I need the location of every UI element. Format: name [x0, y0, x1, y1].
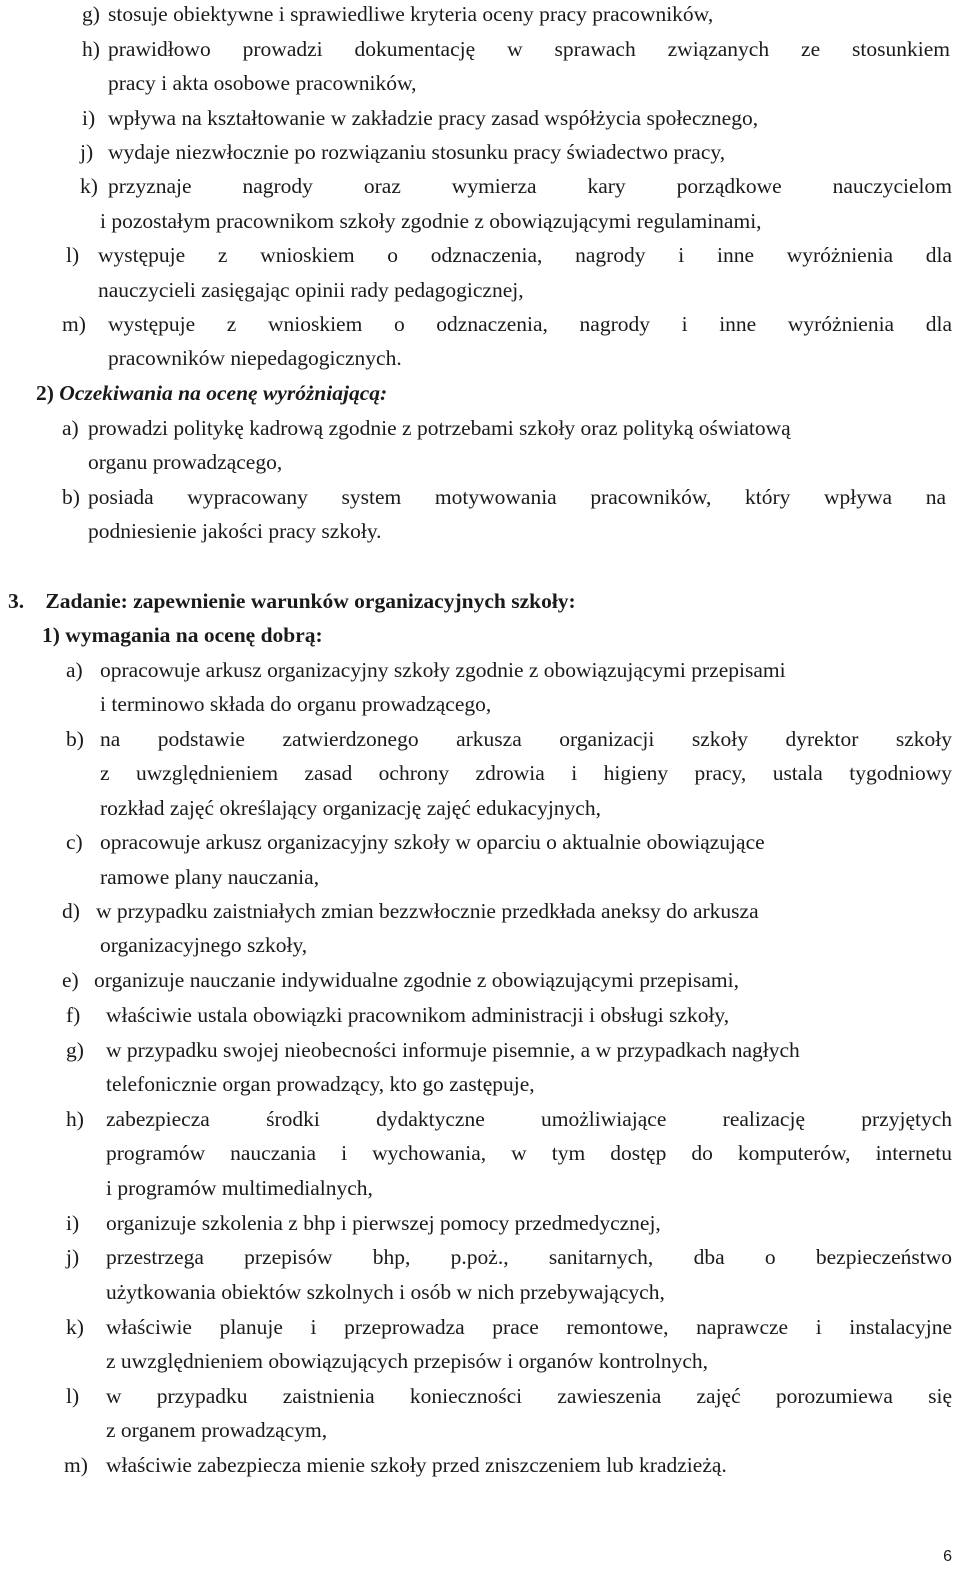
list-item-text: właściwie ustala obowiązki pracownikom administracji i obsługi szkoły,	[106, 1003, 730, 1027]
list-item	[0, 1317, 952, 1339]
list-item	[0, 1247, 952, 1269]
list-item-text: prawidłowo prowadzi dokumentację w sprawach związanych ze stosunkiem	[108, 37, 950, 61]
list-item-text: posiada wypracowany system motywowania pracowników, który wpływa na	[88, 485, 946, 509]
list-item-text: zabezpiecza środki dydaktyczne umożliwiające realizację przyjętych	[106, 1107, 952, 1131]
list-item-text: prowadzi politykę kadrową zgodnie z potrzebami szkoły oraz polityką oświatową	[88, 416, 791, 440]
list-item	[0, 487, 946, 509]
list-item-label: h)	[82, 37, 100, 61]
sub-heading-number: 1)	[42, 623, 60, 647]
list-item-continuation: rozkład zajęć określający organizację zajęć edukacyjnych,	[100, 796, 601, 820]
list-item-continuation: i programów multimedialnych,	[106, 1176, 373, 1200]
sub-heading-expectations	[36, 383, 387, 405]
list-item-text: przestrzega przepisów bhp, p.poż., sanitarnych, dba o bezpieczeństwo	[106, 1245, 952, 1269]
list-item	[0, 108, 758, 130]
list-item-label: c)	[66, 830, 83, 854]
list-item-text: właściwie planuje i przeprowadza prace remontowe, naprawcze i instalacyjne	[106, 1315, 952, 1339]
list-item-continuation: użytkowania obiektów szkolnych i osób w nich przebywających,	[106, 1280, 665, 1304]
list-item-text: w przypadku zaistnienia konieczności zawieszenia zajęć porozumiewa się	[106, 1384, 952, 1408]
list-item-label: a)	[66, 658, 83, 682]
list-item	[0, 1213, 661, 1235]
list-item-continuation: pracowników niepedagogicznych.	[108, 346, 402, 370]
list-item-continuation: nauczycieli zasięgając opinii rady pedagogicznej,	[98, 278, 524, 302]
list-item	[0, 39, 950, 61]
list-item-continuation: z organem prowadzącym,	[106, 1418, 328, 1442]
list-item-text: przyznaje nagrody oraz wymierza kary porządkowe nauczycielom	[108, 174, 952, 198]
section-heading-number: 3.	[8, 589, 25, 613]
list-item-continuation: pracy i akta osobowe pracowników,	[108, 71, 417, 95]
list-item-text: w przypadku swojej nieobecności informuje pisemnie, a w przypadkach nagłych	[106, 1038, 800, 1062]
list-item-label: a)	[62, 416, 79, 440]
sub-heading-number: 2)	[36, 381, 54, 405]
list-item	[0, 729, 952, 751]
list-item-label: k)	[80, 174, 98, 198]
list-item-label: m)	[62, 312, 86, 336]
sub-heading-good-rating	[42, 625, 323, 647]
list-item-text: właściwie zabezpiecza mienie szkoły przed zniszczeniem lub kradzieżą.	[106, 1453, 727, 1477]
list-item-text: w przypadku zaistniałych zmian bezzwłocznie przedkłada aneksy do arkusza	[96, 899, 759, 923]
list-item-label: i)	[82, 106, 96, 130]
sub-heading-text: Oczekiwania na ocenę wyróżniającą:	[59, 381, 388, 405]
list-item	[0, 660, 786, 682]
list-item-label: e)	[62, 968, 79, 992]
list-item-continuation: programów nauczania i wychowania, w tym dostęp do komputerów, internetu	[106, 1141, 952, 1165]
list-item-label: l)	[66, 243, 80, 267]
list-item-text: organizuje nauczanie indywidualne zgodnie z obowiązującymi przepisami,	[94, 968, 739, 992]
list-item	[0, 1109, 952, 1131]
list-item	[0, 832, 765, 854]
list-item-label: b)	[62, 485, 80, 509]
list-item-continuation: ramowe plany nauczania,	[100, 865, 320, 889]
list-item-continuation: z uwzględnieniem zasad ochrony zdrowia i higieny pracy, ustala tygodniowy	[100, 761, 952, 785]
list-item	[0, 1455, 727, 1477]
list-item-label: d)	[62, 899, 80, 923]
list-item	[0, 176, 952, 198]
list-item-label: j)	[66, 1245, 80, 1269]
list-item-text: występuje z wnioskiem o odznaczenia, nagrody i inne wyróżnienia dla	[108, 312, 952, 336]
list-item-label: b)	[66, 727, 84, 751]
list-item	[0, 245, 952, 267]
list-item-text: wpływa na kształtowanie w zakładzie pracy zasad współżycia społecznego,	[108, 106, 759, 130]
list-item	[0, 1040, 800, 1062]
list-item-text: występuje z wnioskiem o odznaczenia, nagrody i inne wyróżnienia dla	[98, 243, 952, 267]
list-item-continuation: organu prowadzącego,	[88, 450, 283, 474]
list-item	[0, 418, 791, 440]
list-item-text: opracowuje arkusz organizacyjny szkoły w oparciu o aktualnie obowiązujące	[100, 830, 765, 854]
list-item-label: h)	[66, 1107, 84, 1131]
section-heading-text: Zadanie: zapewnienie warunków organizacyjnych szkoły:	[45, 589, 576, 613]
list-item-continuation: z uwzględnieniem obowiązujących przepisów i organów kontrolnych,	[106, 1349, 709, 1373]
list-item	[0, 901, 759, 923]
list-item	[0, 970, 739, 992]
list-item-text: opracowuje arkusz organizacyjny szkoły zgodnie z obowiązującymi przepisami	[100, 658, 786, 682]
list-item-label: l)	[66, 1384, 80, 1408]
section-heading	[8, 591, 576, 613]
list-item-continuation: organizacyjnego szkoły,	[100, 933, 308, 957]
list-item-label: g)	[82, 2, 100, 26]
list-item	[0, 1005, 729, 1027]
list-item	[0, 4, 713, 26]
list-item-continuation: i pozostałym pracownikom szkoły zgodnie z obowiązującymi regulaminami,	[100, 209, 762, 233]
list-item-label: j)	[80, 140, 94, 164]
sub-heading-text: wymagania na ocenę dobrą:	[65, 623, 323, 647]
list-item-continuation: podniesienie jakości pracy szkoły.	[88, 519, 382, 543]
list-item-label: f)	[66, 1003, 81, 1027]
list-item-continuation: telefonicznie organ prowadzący, kto go zastępuje,	[106, 1072, 535, 1096]
list-item	[0, 314, 952, 336]
page-number: 6	[943, 1548, 952, 1565]
list-item	[0, 1386, 952, 1408]
list-item	[0, 142, 725, 164]
list-item-continuation: i terminowo składa do organu prowadzącego,	[100, 692, 492, 716]
list-item-text: organizuje szkolenia z bhp i pierwszej pomocy przedmedycznej,	[106, 1211, 661, 1235]
list-item-label: g)	[66, 1038, 84, 1062]
list-item-text: wydaje niezwłocznie po rozwiązaniu stosunku pracy świadectwo pracy,	[108, 140, 726, 164]
list-item-text: na podstawie zatwierdzonego arkusza organizacji szkoły dyrektor szkoły	[100, 727, 952, 751]
list-item-label: k)	[66, 1315, 84, 1339]
list-item-text: stosuje obiektywne i sprawiedliwe kryteria oceny pracy pracowników,	[108, 2, 714, 26]
list-item-label: m)	[64, 1453, 88, 1477]
list-item-label: i)	[66, 1211, 80, 1235]
